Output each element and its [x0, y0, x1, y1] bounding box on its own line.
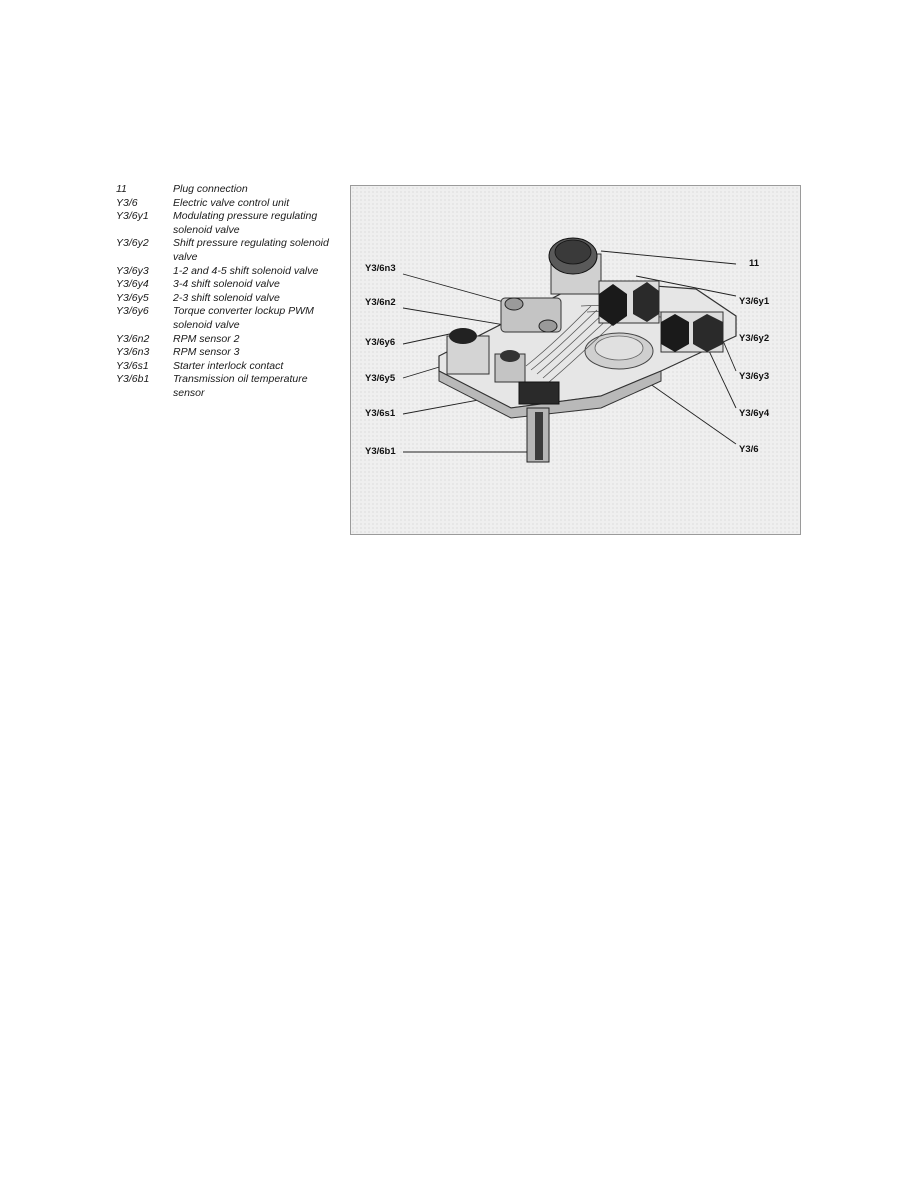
callout-y3-6y1: Y3/6y1: [739, 296, 770, 307]
legend-code: Y3/6y2: [116, 237, 149, 250]
legend-code: Y3/6y4: [116, 278, 149, 291]
leader-line-y3-6n2: [403, 308, 511, 326]
legend-description: 1-2 and 4-5 shift solenoid valve: [173, 264, 319, 277]
legend-code: Y3/6y5: [116, 291, 149, 304]
callout-y3-6y6: Y3/6y6: [365, 337, 396, 348]
legend-description: 2-3 shift solenoid valve: [173, 291, 280, 304]
legend-code: Y3/6n3: [116, 346, 150, 359]
legend-row-y3-6y1: [116, 210, 331, 237]
callout-y3-6b1: Y3/6b1: [365, 446, 396, 457]
starter-interlock-contact: [519, 382, 559, 404]
callout-y3-6y2: Y3/6y2: [739, 333, 770, 344]
legend-description: Plug connection: [173, 183, 248, 195]
callout-y3-6y3: Y3/6y3: [739, 371, 770, 382]
leader-line-y3-6: [646, 381, 736, 444]
legend-code: Y3/6y1: [116, 210, 149, 223]
leader-line-11: [601, 251, 736, 264]
legend-row-y3-6n2: [116, 333, 331, 347]
legend-row-y3-6y2: [116, 237, 331, 264]
legend-description: Shift pressure regulating solenoid valve: [173, 237, 329, 263]
valve-control-unit-figure: [350, 185, 801, 535]
legend-row-y3-6b1: [116, 373, 331, 400]
legend-description: Transmission oil temperature sensor: [173, 373, 308, 399]
solenoid-valve-y5-coil: [500, 350, 520, 362]
solenoid-valve-y6-coil: [449, 328, 477, 344]
legend-code: Y3/6n2: [116, 332, 150, 345]
callout-y3-6y5: Y3/6y5: [365, 373, 396, 384]
legend-row-y3-6: [116, 197, 331, 211]
callout-11: 11: [749, 258, 760, 269]
legend-row-y3-6y6: [116, 305, 331, 332]
legend-code: Y3/6: [116, 196, 138, 209]
component-legend: [116, 183, 331, 401]
legend-row-y3-6n3: [116, 346, 331, 360]
legend-description: Starter interlock contact: [173, 359, 284, 372]
solenoid-valve-y2-coil: [661, 314, 689, 352]
legend-row-y3-6y5: [116, 292, 331, 306]
legend-description: 3-4 shift solenoid valve: [173, 278, 280, 291]
callout-y3-6n3: Y3/6n3: [365, 263, 396, 274]
valve-body-illustration: [351, 186, 802, 536]
legend-description: RPM sensor 2: [173, 332, 240, 345]
legend-code: Y3/6y6: [116, 305, 149, 318]
rpm-sensor-2: [539, 320, 557, 332]
legend-description: Torque converter lockup PWM solenoid valve: [173, 305, 314, 331]
callout-y3-6s1: Y3/6s1: [365, 408, 396, 419]
legend-description: Electric valve control unit: [173, 196, 290, 209]
legend-row-y3-6y4: [116, 278, 331, 292]
legend-row-y3-6s1: [116, 360, 331, 374]
leader-line-y3-6n3: [403, 274, 511, 304]
legend-code: Y3/6s1: [116, 359, 149, 372]
callout-y3-6n2: Y3/6n2: [365, 297, 396, 308]
legend-code: 11: [116, 183, 127, 195]
legend-row-y3-6y3: [116, 265, 331, 279]
legend-row-11: [116, 183, 331, 197]
callout-y3-6y4: Y3/6y4: [739, 408, 770, 419]
legend-description: RPM sensor 3: [173, 346, 240, 359]
rpm-sensor-3: [505, 298, 523, 310]
legend-code: Y3/6b1: [116, 373, 150, 386]
legend-description: Modulating pressure regulating solenoid valve: [173, 210, 318, 236]
legend-code: Y3/6y3: [116, 264, 149, 277]
callout-y3-6: Y3/6: [739, 444, 759, 455]
circular-pad-inner: [595, 336, 643, 360]
temperature-sensor: [535, 412, 543, 460]
